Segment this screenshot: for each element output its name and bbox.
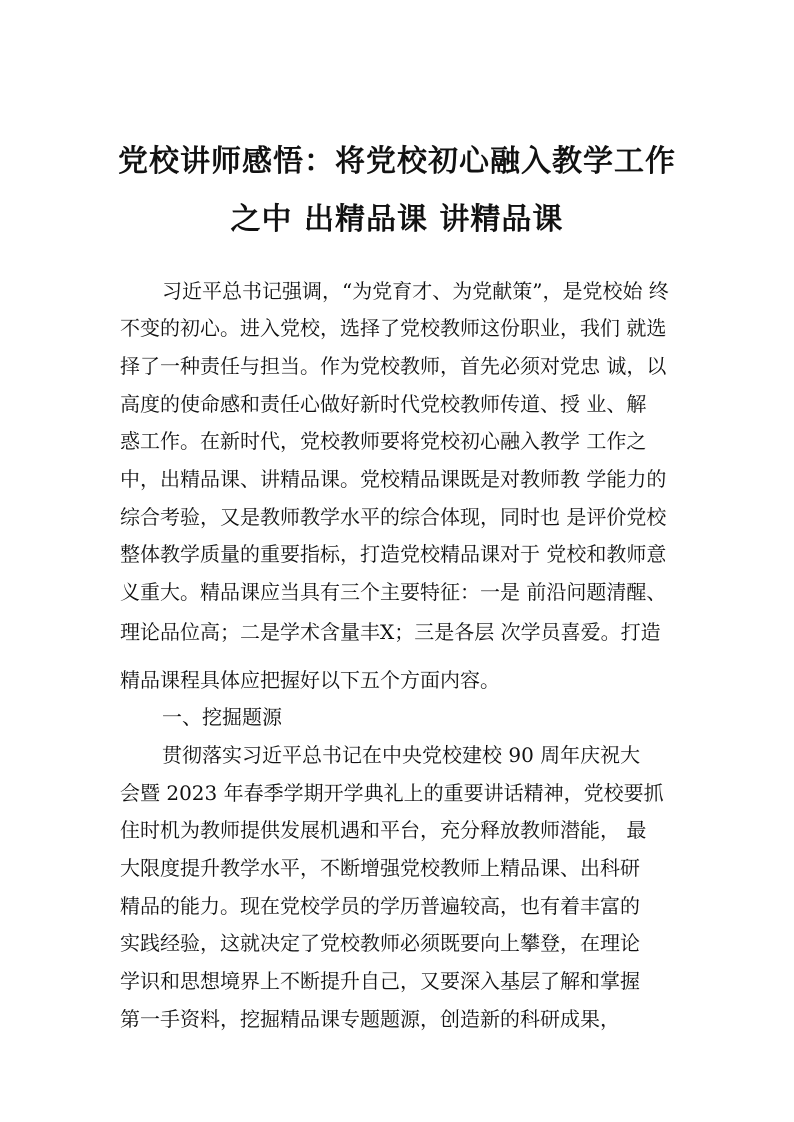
body-line: 理论品位高；二是学术含量丰X；三是各层 次学员喜爱。打造 <box>120 620 661 644</box>
body-line: 惑工作。在新时代，党校教师要将党校初心融入教学 工作之 <box>120 429 647 453</box>
body-line: 第一手资料，挖掘精品课专题题源，创造新的科研成果， <box>120 1007 620 1031</box>
body-line: 学识和思想境界上不断提升自己，又要深入基层了解和掌握 <box>120 969 640 993</box>
body-line: 住时机为教师提供发展机遇和平台，充分释放教师潜能， 最 <box>120 818 647 842</box>
body-line: 实践经验，这就决定了党校教师必须既要向上攀登，在理论 <box>120 931 640 955</box>
body-line: 精品课程具体应把握好以下五个方面内容。 <box>120 668 500 692</box>
title-line-1: 党校讲师感悟：将党校初心融入教学工作 <box>118 144 676 179</box>
body-line: 习近平总书记强调，“为党育才、为党献策”，是党校始 终 <box>162 279 669 303</box>
body-line: 大限度提升教学水平，不断增强党校教师上精品课、出科研 <box>120 856 640 880</box>
body-line: 中，出精品课、讲精品课。党校精品课既是对教师教 学能力的 <box>120 467 667 491</box>
body-line: 整体教学质量的重要指标，打造党校精品课对于 党校和教师意 <box>120 542 667 566</box>
body-line: 不变的初心。进入党校，选择了党校教师这份职业，我们 就选 <box>120 316 667 340</box>
body-line: 义重大。精品课应当具有三个主要特征：一是 前沿问题清醒、 <box>120 580 667 604</box>
title-line-2: 之中 出精品课 讲精品课 <box>230 202 564 237</box>
body-line: 贯彻落实习近平总书记在中央党校建校 90 周年庆祝大 <box>162 743 641 767</box>
body-line: 择了一种责任与担当。作为党校教师，首先必须对党忠 诚，以 <box>120 354 667 378</box>
body-line: 会暨 2023 年春季学期开学典礼上的重要讲话精神，党校要抓 <box>120 781 664 805</box>
body-line: 综合考验，又是教师教学水平的综合体现，同时也 是评价党校 <box>120 505 667 529</box>
body-line: 高度的使命感和责任心做好新时代党校教师传道、授 业、解 <box>120 392 647 416</box>
section-heading: 一、挖掘题源 <box>162 705 282 729</box>
body-line: 精品的能力。现在党校学员的学历普遍较高，也有着丰富的 <box>120 894 640 918</box>
